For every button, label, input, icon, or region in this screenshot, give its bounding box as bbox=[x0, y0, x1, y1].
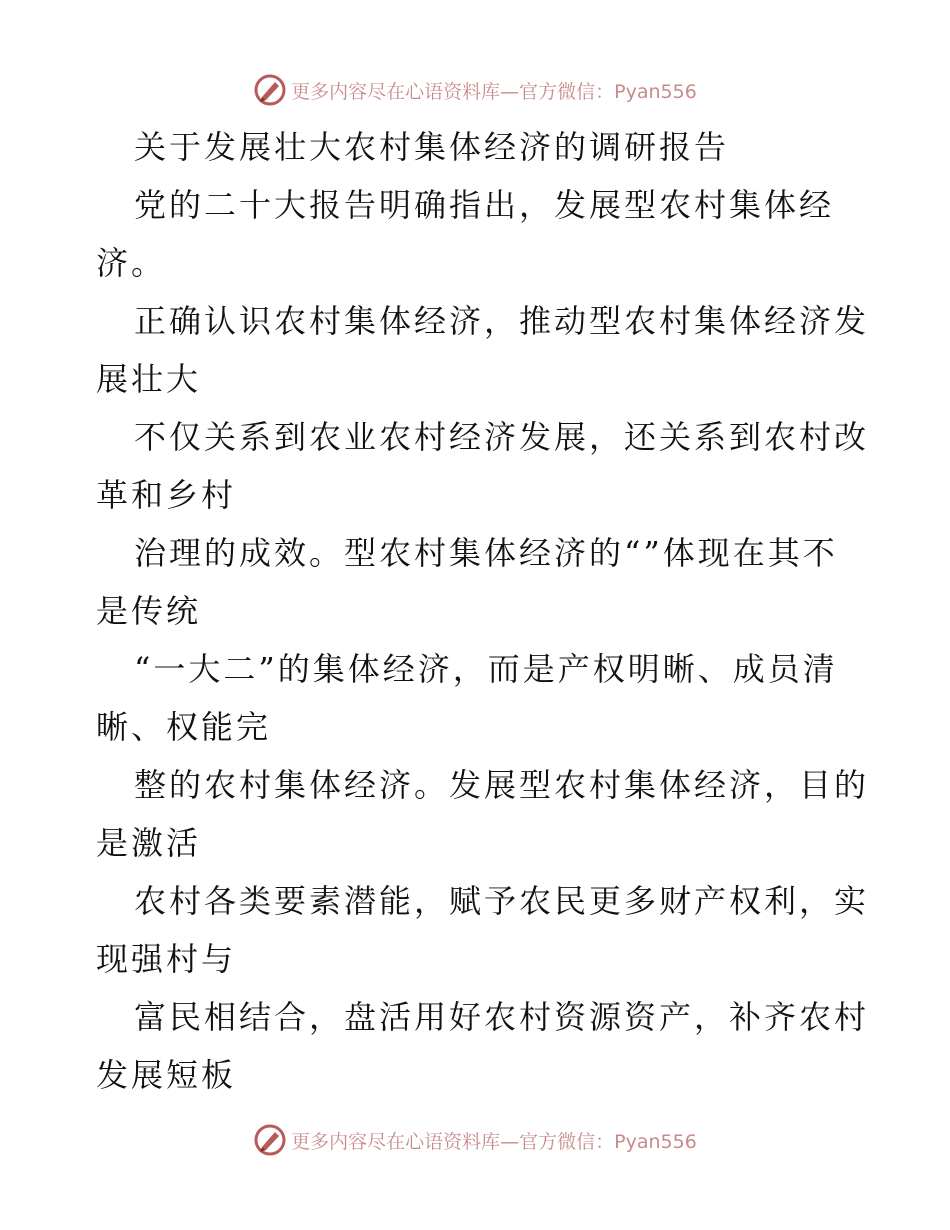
paragraph-line: 是传统 bbox=[96, 592, 202, 630]
paragraph-line: 农村各类要素潜能，赋予农民更多财产权利，实 bbox=[134, 882, 870, 920]
paragraph-line: 党的二十大报告明确指出，发展型农村集体经 bbox=[134, 186, 835, 224]
paragraph-line: 是激活 bbox=[96, 824, 202, 862]
paragraph-line: 整的农村集体经济。发展型农村集体经济，目的 bbox=[134, 766, 870, 804]
paragraph-line: 革和乡村 bbox=[96, 476, 237, 514]
watermark-footer bbox=[0, 1120, 950, 1160]
paragraph-line: 治理的成效。型农村集体经济的“”体现在其不 bbox=[134, 534, 838, 572]
paragraph-line: 发展短板 bbox=[96, 1056, 237, 1094]
paragraph-line: 不仅关系到农业农村经济发展，还关系到农村改 bbox=[134, 418, 870, 456]
paragraph-line: 现强村与 bbox=[96, 940, 237, 978]
watermark-header bbox=[0, 70, 950, 110]
paragraph-line: 晰、权能完 bbox=[96, 708, 272, 746]
document-title: 关于发展壮大农村集体经济的调研报告 bbox=[134, 128, 730, 166]
pen-logo-icon bbox=[253, 73, 287, 107]
watermark-text: 更多内容尽在心语资料库—官方微信：Pyan556 bbox=[291, 80, 697, 103]
paragraph-line: 济。 bbox=[96, 244, 167, 282]
pen-logo-icon bbox=[253, 1123, 287, 1157]
paragraph-line: 富民相结合，盘活用好农村资源资产，补齐农村 bbox=[134, 998, 870, 1036]
document-body bbox=[96, 118, 870, 1104]
paragraph-line: “一大二”的集体经济，而是产权明晰、成员清 bbox=[134, 650, 838, 688]
paragraph-line: 展壮大 bbox=[96, 360, 202, 398]
paragraph-line: 正确认识农村集体经济，推动型农村集体经济发 bbox=[134, 302, 870, 340]
watermark-text: 更多内容尽在心语资料库—官方微信：Pyan556 bbox=[291, 1130, 697, 1153]
